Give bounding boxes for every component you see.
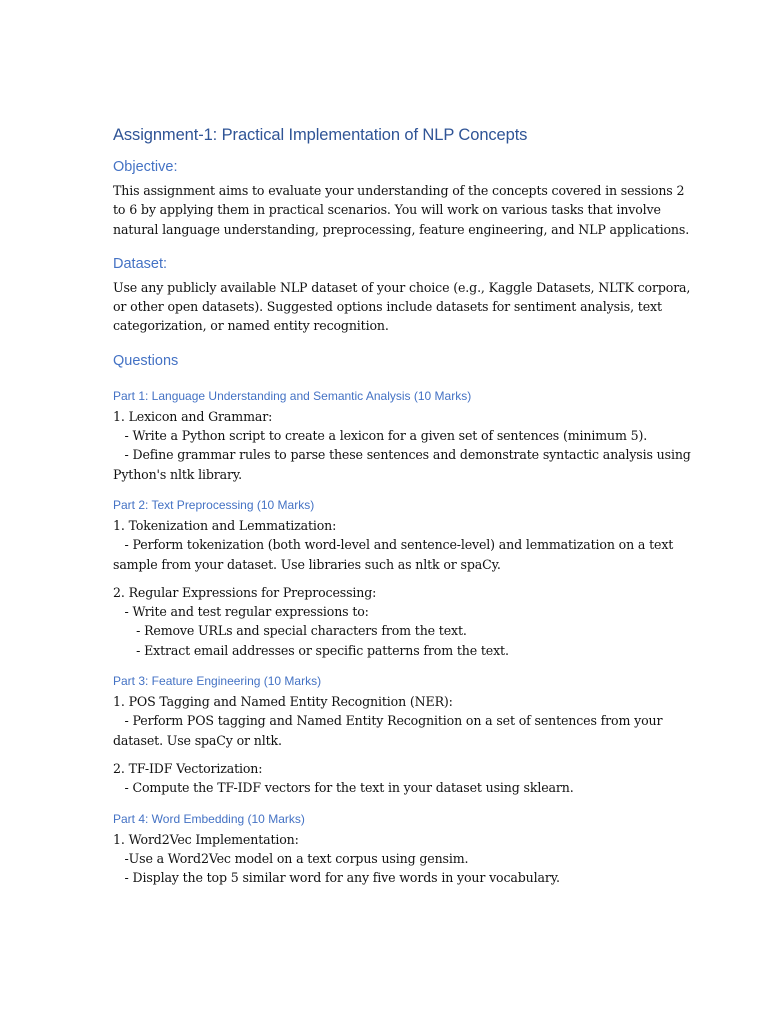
part1-line: 1. Lexicon and Grammar: (113, 408, 273, 424)
part2-heading: Part 2: Text Preprocessing (10 Marks) (113, 497, 315, 512)
part3-line: - Compute the TF-IDF vectors for the text in your dataset using sklearn. (113, 780, 574, 796)
dataset-paragraph (113, 278, 691, 336)
part1-line: - Write a Python script to create a lexicon for a given set of sentences (minimum 5). (113, 428, 648, 444)
part2-line: 2. Regular Expressions for Preprocessing: (113, 584, 377, 600)
part3-line: dataset. Use spaCy or nltk. (113, 732, 282, 748)
part2-line: - Remove URLs and special characters from the text. (113, 623, 467, 639)
part3-line: 1. POS Tagging and Named Entity Recognition (NER): (113, 694, 453, 710)
part4-line: 1. Word2Vec Implementation: (113, 831, 299, 847)
part2-line: - Extract email addresses or specific patterns from the text. (113, 642, 509, 658)
part2-block1 (113, 516, 674, 574)
part4-heading: Part 4: Word Embedding (10 Marks) (113, 811, 305, 826)
part2-line: - Write and test regular expressions to: (113, 604, 369, 620)
dataset-line: Use any publicly available NLP dataset of your choice (e.g., Kaggle Datasets, NLTK corpora, (113, 279, 691, 295)
document-page (113, 122, 691, 887)
part2-block2 (113, 583, 658, 660)
part4-line: - Display the top 5 similar word for any five words in your vocabulary. (113, 870, 560, 886)
objective-line: natural language understanding, preprocessing, feature engineering, and NLP applications. (113, 221, 690, 237)
part1-heading: Part 1: Language Understanding and Semantic Analysis (10 Marks) (113, 388, 472, 403)
objective-line: to 6 by applying them in practical scenarios. You will work on various tasks that involve (113, 202, 661, 218)
part3-heading: Part 3: Feature Engineering (10 Marks) (113, 674, 322, 689)
objective-heading: Objective: (113, 159, 178, 175)
dataset-line: categorization, or named entity recognition. (113, 318, 389, 334)
part3-line: 2. TF-IDF Vectorization: (113, 760, 263, 776)
part3-line: - Perform POS tagging and Named Entity Recognition on a set of sentences from your (113, 713, 663, 729)
dataset-heading: Dataset: (113, 255, 167, 272)
part4-body (113, 830, 658, 888)
part1-body (113, 407, 691, 484)
document-title: Assignment-1: Practical Implementation of NLP Concepts (113, 126, 528, 144)
part1-line: Python's nltk library. (113, 466, 243, 482)
objective-paragraph (113, 181, 690, 239)
part2-line: - Perform tokenization (both word-level and sentence-level) and lemmatization on a text (113, 537, 674, 553)
part3-block2 (113, 759, 658, 798)
part2-line: 1. Tokenization and Lemmatization: (113, 517, 337, 533)
questions-heading: Questions (113, 352, 179, 369)
part3-block1 (113, 692, 663, 750)
objective-line: This assignment aims to evaluate your understanding of the concepts covered in sessions 2 (113, 183, 685, 198)
part2-line: sample from your dataset. Use libraries such as nltk or spaCy. (113, 556, 501, 572)
dataset-line: or other open datasets). Suggested options include datasets for sentiment analysis, text (113, 299, 662, 315)
part1-line: - Define grammar rules to parse these sentences and demonstrate syntactic analysis using (113, 447, 691, 463)
part4-line: -Use a Word2Vec model on a text corpus using gensim. (113, 850, 469, 866)
